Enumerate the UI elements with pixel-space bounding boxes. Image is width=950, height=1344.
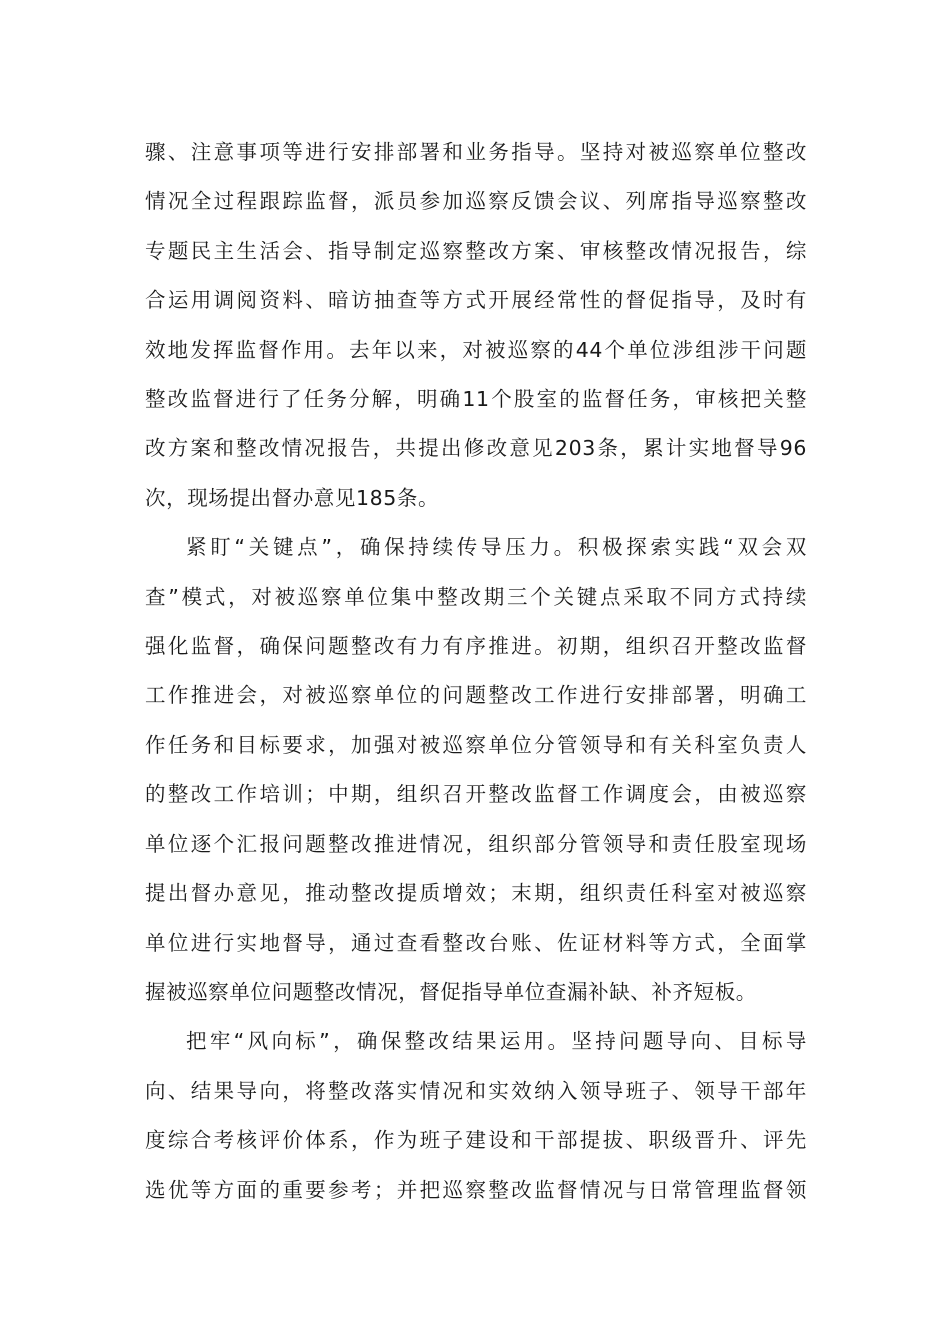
paragraph-2 <box>145 523 807 1017</box>
text-line: 把牢“风向标”，确保整改结果运用。坚持问题导向、目标导 <box>186 1029 807 1054</box>
text-line: 改方案和整改情况报告，共提出修改意见203条，累计实地督导96 <box>145 436 807 461</box>
text-line: 单位进行实地督导，通过查看整改台账、佐证材料等方式，全面掌 <box>145 930 807 955</box>
text-line: 合运用调阅资料、暗访抽查等方式开展经常性的督促指导，及时有 <box>145 288 807 313</box>
text-line: 的整改工作培训；中期，组织召开整改监督工作调度会，由被巡察 <box>145 782 807 807</box>
text-line: 作任务和目标要求，加强对被巡察单位分管领导和有关科室负责人 <box>145 732 807 757</box>
body-text <box>145 128 807 1215</box>
paragraph-3 <box>145 1017 807 1215</box>
text-line: 单位逐个汇报问题整改推进情况，组织部分管领导和责任股室现场 <box>145 831 807 856</box>
text-line: 紧盯“关键点”，确保持续传导压力。积极探索实践“双会双 <box>186 535 807 560</box>
text-line: 度综合考核评价体系，作为班子建设和干部提拔、职级晋升、评先 <box>145 1128 807 1153</box>
paragraph-1 <box>145 128 807 523</box>
text-line: 向、结果导向，将整改落实情况和实效纳入领导班子、领导干部年 <box>145 1078 807 1103</box>
text-line: 握被巡察单位问题整改情况，督促指导单位查漏补缺、补齐短板。 <box>145 979 757 1004</box>
text-line: 选优等方面的重要参考；并把巡察整改监督情况与日常管理监督领 <box>145 1177 807 1202</box>
text-line: 提出督办意见，推动整改提质增效；末期，组织责任科室对被巡察 <box>145 881 807 906</box>
text-line: 整改监督进行了任务分解，明确11个股室的监督任务，审核把关整 <box>145 387 807 412</box>
text-line: 专题民主生活会、指导制定巡察整改方案、审核整改情况报告，综 <box>145 238 807 263</box>
text-line: 骤、注意事项等进行安排部署和业务指导。坚持对被巡察单位整改 <box>145 140 807 164</box>
text-line: 情况全过程跟踪监督，派员参加巡察反馈会议、列席指导巡察整改 <box>145 189 807 214</box>
text-line: 次，现场提出督办意见185条。 <box>145 485 440 510</box>
text-line: 强化监督，确保问题整改有力有序推进。初期，组织召开整改监督 <box>145 634 807 659</box>
text-line: 效地发挥监督作用。去年以来，对被巡察的44个单位涉组涉干问题 <box>145 337 807 362</box>
text-line: 工作推进会，对被巡察单位的问题整改工作进行安排部署，明确工 <box>145 683 807 708</box>
text-line: 查”模式，对被巡察单位集中整改期三个关键点采取不同方式持续 <box>145 584 807 609</box>
